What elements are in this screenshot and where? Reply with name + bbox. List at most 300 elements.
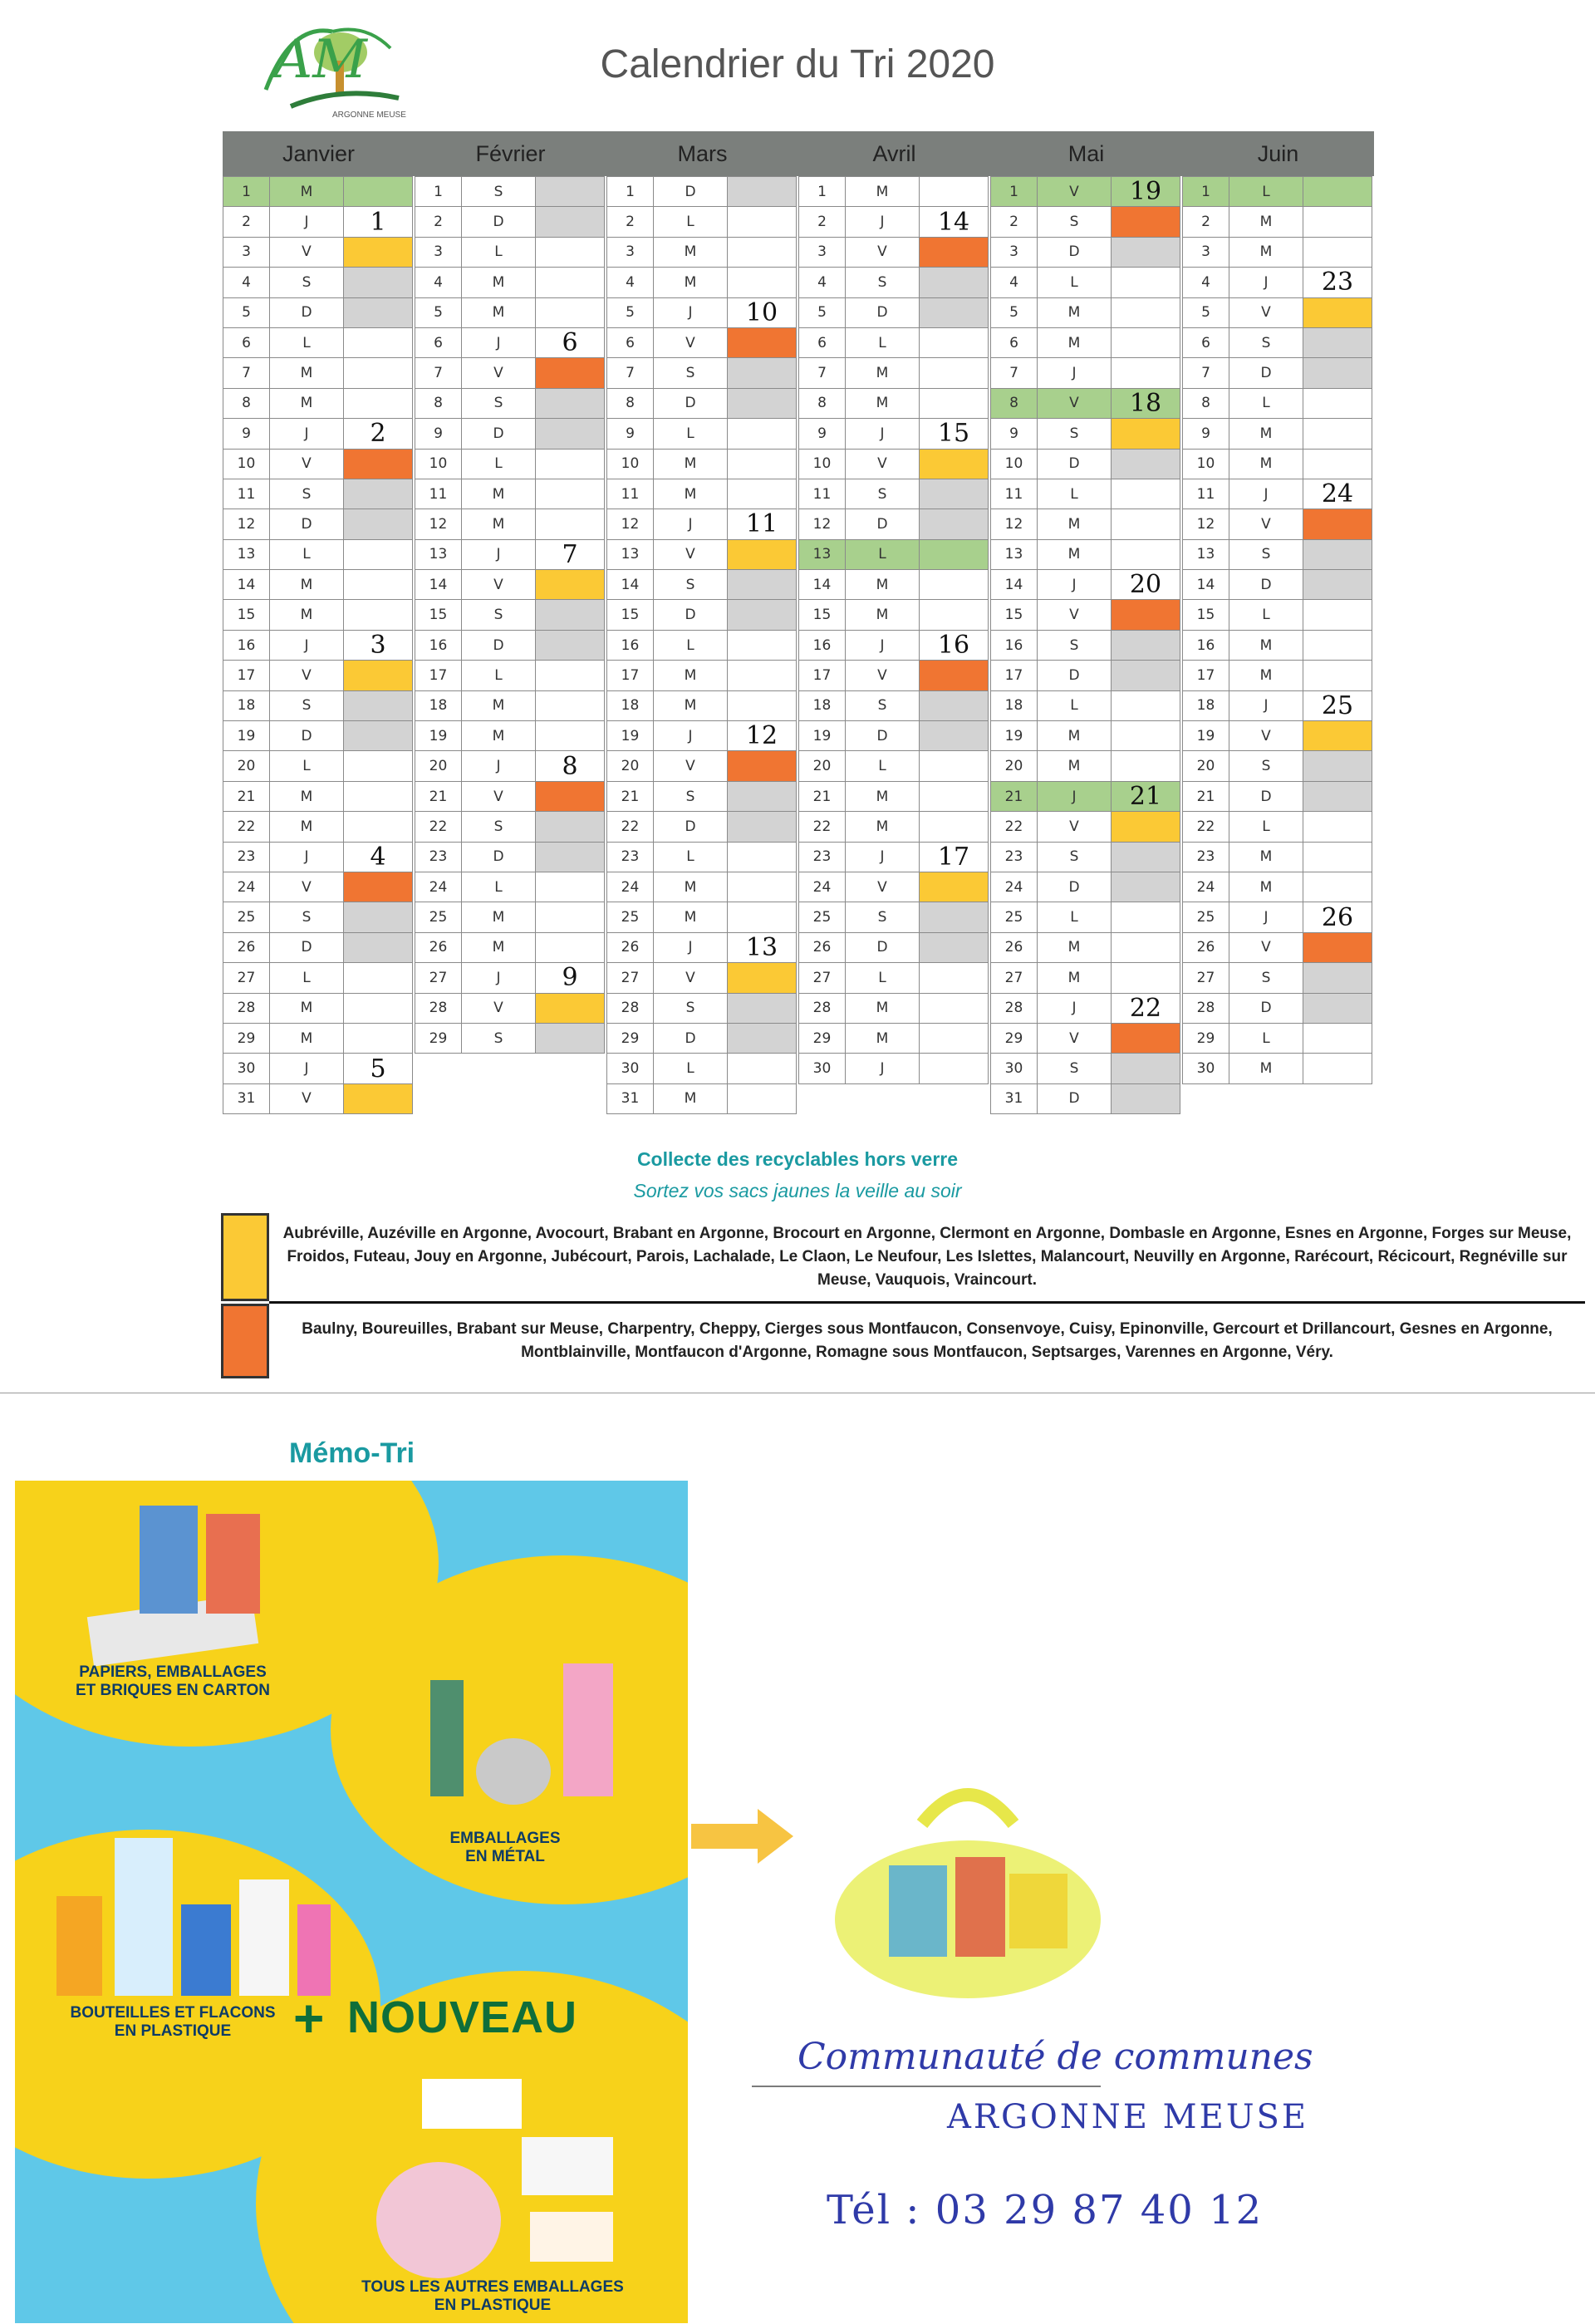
day-letter: M — [845, 176, 920, 207]
day-letter: M — [845, 1023, 920, 1054]
day-letter: M — [269, 1023, 344, 1054]
collection-cell — [1303, 206, 1372, 237]
underline — [752, 2086, 1101, 2087]
collection-cell — [727, 993, 797, 1024]
day-row — [1182, 993, 1374, 1023]
day-letter: D — [269, 720, 344, 751]
collection-cell — [1303, 176, 1372, 207]
collection-cell — [727, 357, 797, 388]
collection-cell — [1111, 932, 1180, 963]
day-row — [415, 237, 606, 267]
day-number: 1 — [606, 176, 654, 207]
day-number: 30 — [990, 1053, 1038, 1083]
day-letter: M — [845, 599, 920, 630]
collection-cell — [343, 902, 413, 932]
day-number: 19 — [223, 720, 270, 751]
day-number: 6 — [415, 327, 462, 358]
day-row — [1182, 1053, 1374, 1083]
collection-cell — [535, 932, 605, 963]
day-number: 10 — [1182, 449, 1229, 479]
collection-cell — [727, 690, 797, 721]
day-row — [415, 479, 606, 509]
day-number: 23 — [798, 842, 846, 872]
collection-cell — [343, 993, 413, 1024]
collection-cell: 15 — [919, 418, 989, 449]
day-row — [223, 479, 415, 509]
day-row — [223, 418, 415, 448]
day-row — [798, 962, 990, 992]
collection-cell: 11 — [727, 509, 797, 539]
arrow-right-icon — [691, 1807, 795, 1865]
collection-cell — [1303, 509, 1372, 539]
day-letter: S — [461, 1023, 536, 1054]
day-number: 5 — [798, 297, 846, 328]
month-column — [798, 176, 990, 1083]
collection-cell — [727, 176, 797, 207]
day-number: 12 — [990, 509, 1038, 539]
day-row — [223, 1053, 415, 1083]
legend-title: Collecte des recyclables hors verre — [636, 1148, 959, 1170]
day-number: 6 — [990, 327, 1038, 358]
day-row — [415, 297, 606, 327]
day-row — [990, 720, 1182, 750]
day-number: 10 — [798, 449, 846, 479]
day-letter: J — [461, 750, 536, 781]
yellow-swatch — [221, 1213, 269, 1301]
day-letter: M — [1037, 720, 1112, 751]
day-number: 18 — [223, 690, 270, 721]
collection-cell — [343, 872, 413, 902]
contact-phone: Tél : 03 29 87 40 12 — [827, 2187, 1264, 2233]
collection-cell — [343, 327, 413, 358]
day-row — [990, 1083, 1182, 1113]
day-row — [223, 720, 415, 750]
memo-title: Mémo-Tri — [289, 1437, 415, 1469]
day-letter: L — [269, 750, 344, 781]
day-letter: J — [1229, 267, 1303, 297]
day-number: 16 — [1182, 630, 1229, 661]
collection-cell — [1303, 872, 1372, 902]
day-letter: S — [845, 479, 920, 509]
collection-cell — [727, 327, 797, 358]
collection-cell — [919, 781, 989, 812]
collection-cell: 2 — [343, 418, 413, 449]
day-row — [1182, 569, 1374, 599]
day-row — [606, 962, 798, 992]
collection-cell — [343, 599, 413, 630]
day-letter: L — [1229, 1023, 1303, 1054]
day-letter: D — [1229, 569, 1303, 600]
collection-cell — [919, 932, 989, 963]
day-letter: D — [653, 599, 728, 630]
day-number: 17 — [606, 660, 654, 690]
day-letter: L — [653, 418, 728, 449]
collection-cell — [1303, 750, 1372, 781]
collection-cell — [727, 660, 797, 690]
day-row — [798, 781, 990, 811]
collection-cell — [1303, 842, 1372, 872]
collection-cell — [1303, 569, 1372, 600]
collection-cell — [343, 509, 413, 539]
day-row — [223, 630, 415, 660]
day-number: 11 — [798, 479, 846, 509]
day-row — [798, 660, 990, 690]
day-row — [798, 811, 990, 841]
day-number: 25 — [223, 902, 270, 932]
day-letter: L — [461, 237, 536, 268]
collection-cell: 25 — [1303, 690, 1372, 721]
collection-cell — [343, 690, 413, 721]
day-row — [798, 932, 990, 962]
day-number: 10 — [990, 449, 1038, 479]
day-row — [798, 388, 990, 418]
day-row — [990, 206, 1182, 236]
collection-cell — [919, 479, 989, 509]
day-row — [223, 1023, 415, 1053]
collection-cell — [727, 206, 797, 237]
collection-cell — [919, 872, 989, 902]
day-row — [990, 509, 1182, 538]
day-row — [990, 902, 1182, 931]
collection-cell — [343, 781, 413, 812]
day-row — [415, 569, 606, 599]
collection-cell — [919, 237, 989, 268]
day-letter: J — [845, 630, 920, 661]
day-number: 15 — [223, 599, 270, 630]
day-number: 5 — [606, 297, 654, 328]
calendar-header — [223, 131, 1374, 176]
day-letter: L — [845, 327, 920, 358]
day-number: 17 — [990, 660, 1038, 690]
day-row — [223, 206, 415, 236]
collection-cell — [919, 1023, 989, 1054]
day-row — [990, 630, 1182, 660]
collection-cell — [1303, 418, 1372, 449]
day-number: 24 — [223, 872, 270, 902]
day-number: 20 — [798, 750, 846, 781]
yellow-bag-icon — [798, 1732, 1146, 2015]
day-row — [990, 357, 1182, 387]
day-row — [990, 599, 1182, 629]
day-number: 6 — [223, 327, 270, 358]
day-letter: M — [461, 509, 536, 539]
collection-cell — [919, 1053, 989, 1083]
day-letter: S — [845, 902, 920, 932]
plus-sign: + — [293, 1988, 325, 2048]
day-letter: S — [653, 993, 728, 1024]
collection-cell — [919, 902, 989, 932]
day-number: 9 — [606, 418, 654, 449]
collection-cell — [343, 1023, 413, 1054]
day-letter: D — [845, 297, 920, 328]
day-row — [990, 781, 1182, 811]
day-number: 19 — [1182, 720, 1229, 751]
collection-cell — [1111, 902, 1180, 932]
day-number: 8 — [798, 388, 846, 419]
collection-cell — [1303, 357, 1372, 388]
day-number: 26 — [606, 932, 654, 963]
day-letter: L — [845, 962, 920, 993]
day-letter: S — [1229, 962, 1303, 993]
day-letter: D — [461, 206, 536, 237]
collection-cell — [535, 993, 605, 1024]
day-letter: L — [1229, 388, 1303, 419]
day-number: 11 — [415, 479, 462, 509]
day-row — [415, 872, 606, 902]
day-letter: S — [1229, 750, 1303, 781]
day-letter: J — [1229, 690, 1303, 721]
day-row — [1182, 932, 1374, 962]
day-letter: M — [461, 297, 536, 328]
day-row — [1182, 479, 1374, 509]
day-number: 24 — [606, 872, 654, 902]
day-row — [798, 630, 990, 660]
day-letter: M — [269, 388, 344, 419]
day-number: 21 — [990, 781, 1038, 812]
day-number: 3 — [415, 237, 462, 268]
collection-cell — [727, 599, 797, 630]
day-row — [606, 932, 798, 962]
day-number: 10 — [223, 449, 270, 479]
collection-cell — [343, 1083, 413, 1114]
day-letter: M — [1037, 932, 1112, 963]
collection-cell — [1303, 449, 1372, 479]
collection-cell — [535, 357, 605, 388]
day-number: 20 — [1182, 750, 1229, 781]
day-row — [415, 811, 606, 841]
day-row — [1182, 690, 1374, 720]
day-number: 23 — [606, 842, 654, 872]
day-row — [223, 297, 415, 327]
day-number: 29 — [798, 1023, 846, 1054]
day-row — [223, 449, 415, 479]
day-row — [990, 660, 1182, 690]
day-row — [990, 479, 1182, 509]
collection-cell — [1111, 872, 1180, 902]
day-row — [223, 690, 415, 720]
day-row — [223, 599, 415, 629]
day-number: 4 — [798, 267, 846, 297]
collection-cell — [1111, 1083, 1180, 1114]
collection-cell — [919, 750, 989, 781]
day-number: 30 — [223, 1053, 270, 1083]
day-row — [223, 539, 415, 569]
day-number: 25 — [415, 902, 462, 932]
day-number: 15 — [798, 599, 846, 630]
day-number: 26 — [990, 932, 1038, 963]
day-number: 17 — [415, 660, 462, 690]
day-letter: M — [845, 993, 920, 1024]
day-row — [415, 418, 606, 448]
day-row — [1182, 660, 1374, 690]
day-number: 4 — [606, 267, 654, 297]
day-number: 11 — [223, 479, 270, 509]
day-letter: J — [269, 842, 344, 872]
day-row — [1182, 1023, 1374, 1053]
day-row — [223, 811, 415, 841]
day-letter: M — [461, 267, 536, 297]
day-letter: M — [653, 902, 728, 932]
collection-cell: 9 — [535, 962, 605, 993]
day-number: 20 — [415, 750, 462, 781]
day-number: 25 — [1182, 902, 1229, 932]
collection-cell — [1303, 1053, 1372, 1083]
day-number: 21 — [1182, 781, 1229, 812]
collection-cell — [919, 357, 989, 388]
day-row — [1182, 297, 1374, 327]
day-number: 18 — [415, 690, 462, 721]
day-number: 31 — [223, 1083, 270, 1114]
day-row — [223, 357, 415, 387]
collection-cell: 21 — [1111, 781, 1180, 812]
day-letter: V — [1037, 811, 1112, 842]
collection-cell: 16 — [919, 630, 989, 661]
day-row — [415, 781, 606, 811]
label-autres: TOUS LES AUTRES EMBALLAGES EN PLASTIQUE — [361, 2278, 624, 2314]
day-number: 31 — [990, 1083, 1038, 1114]
day-number: 3 — [1182, 237, 1229, 268]
day-number: 9 — [990, 418, 1038, 449]
day-letter: S — [845, 267, 920, 297]
day-letter: V — [269, 660, 344, 690]
day-row — [415, 267, 606, 297]
day-row — [1182, 750, 1374, 780]
day-row — [1182, 509, 1374, 538]
day-row — [606, 902, 798, 931]
day-row — [798, 418, 990, 448]
day-letter: L — [269, 962, 344, 993]
day-row — [1182, 599, 1374, 629]
collection-cell — [535, 176, 605, 207]
day-letter: S — [1037, 630, 1112, 661]
day-number: 1 — [223, 176, 270, 207]
day-number: 22 — [415, 811, 462, 842]
day-letter: M — [1229, 630, 1303, 661]
day-number: 1 — [990, 176, 1038, 207]
day-letter: J — [269, 1053, 344, 1083]
collection-cell — [1303, 1023, 1372, 1054]
collection-cell: 20 — [1111, 569, 1180, 600]
collection-cell — [1303, 599, 1372, 630]
day-letter: L — [653, 630, 728, 661]
day-number: 14 — [990, 569, 1038, 600]
collection-cell — [535, 842, 605, 872]
day-row — [415, 720, 606, 750]
day-letter: J — [269, 630, 344, 661]
day-row — [1182, 388, 1374, 418]
day-letter: V — [269, 449, 344, 479]
day-row — [798, 720, 990, 750]
collection-cell — [1303, 720, 1372, 751]
collection-cell — [727, 811, 797, 842]
collection-cell — [919, 539, 989, 570]
day-number: 13 — [415, 539, 462, 570]
day-letter: S — [1229, 327, 1303, 358]
cartons-icon — [65, 1497, 281, 1680]
collection-cell — [535, 630, 605, 661]
month-header: Mars — [677, 140, 728, 166]
day-row — [223, 842, 415, 872]
day-number: 15 — [415, 599, 462, 630]
day-row — [798, 206, 990, 236]
day-row — [415, 842, 606, 872]
day-row — [606, 176, 798, 206]
day-letter: L — [1037, 479, 1112, 509]
day-letter: M — [653, 449, 728, 479]
day-row — [990, 327, 1182, 357]
day-row — [606, 720, 798, 750]
collection-cell — [1111, 720, 1180, 751]
month-column — [990, 176, 1182, 1113]
day-letter: S — [269, 690, 344, 721]
collection-cell — [727, 237, 797, 268]
day-letter: S — [653, 357, 728, 388]
day-number: 7 — [1182, 357, 1229, 388]
collection-cell — [535, 479, 605, 509]
day-row — [223, 267, 415, 297]
day-number: 3 — [798, 237, 846, 268]
day-letter: J — [653, 509, 728, 539]
day-number: 8 — [223, 388, 270, 419]
collection-cell — [535, 509, 605, 539]
collection-cell — [343, 388, 413, 419]
day-letter: V — [1229, 297, 1303, 328]
day-row — [415, 327, 606, 357]
collection-cell — [919, 449, 989, 479]
day-row — [606, 569, 798, 599]
day-row — [990, 297, 1182, 327]
day-letter: S — [1037, 418, 1112, 449]
day-letter: D — [653, 811, 728, 842]
day-row — [798, 690, 990, 720]
day-letter: S — [461, 388, 536, 419]
day-letter: V — [1037, 176, 1112, 207]
collection-cell — [919, 297, 989, 328]
day-row — [990, 1053, 1182, 1083]
collection-cell: 5 — [343, 1053, 413, 1083]
day-number: 16 — [990, 630, 1038, 661]
day-row — [798, 297, 990, 327]
day-number: 18 — [990, 690, 1038, 721]
day-row — [606, 297, 798, 327]
day-number: 28 — [798, 993, 846, 1024]
day-letter: D — [653, 388, 728, 419]
day-number: 25 — [606, 902, 654, 932]
day-number: 22 — [798, 811, 846, 842]
day-row — [798, 479, 990, 509]
collection-cell — [1111, 357, 1180, 388]
collection-cell — [727, 902, 797, 932]
day-number: 6 — [798, 327, 846, 358]
day-row — [798, 327, 990, 357]
day-letter: V — [461, 781, 536, 812]
collection-cell — [535, 690, 605, 721]
day-row — [1182, 872, 1374, 902]
collection-cell — [727, 750, 797, 781]
day-letter: D — [1229, 357, 1303, 388]
day-number: 28 — [606, 993, 654, 1024]
day-number: 20 — [606, 750, 654, 781]
day-letter: D — [1229, 993, 1303, 1024]
day-number: 31 — [606, 1083, 654, 1114]
day-number: 3 — [990, 237, 1038, 268]
day-letter: M — [845, 811, 920, 842]
month-header: Janvier — [282, 140, 356, 166]
day-number: 5 — [1182, 297, 1229, 328]
calendar-table — [223, 131, 1374, 1113]
day-number: 26 — [223, 932, 270, 963]
day-letter: M — [1037, 509, 1112, 539]
